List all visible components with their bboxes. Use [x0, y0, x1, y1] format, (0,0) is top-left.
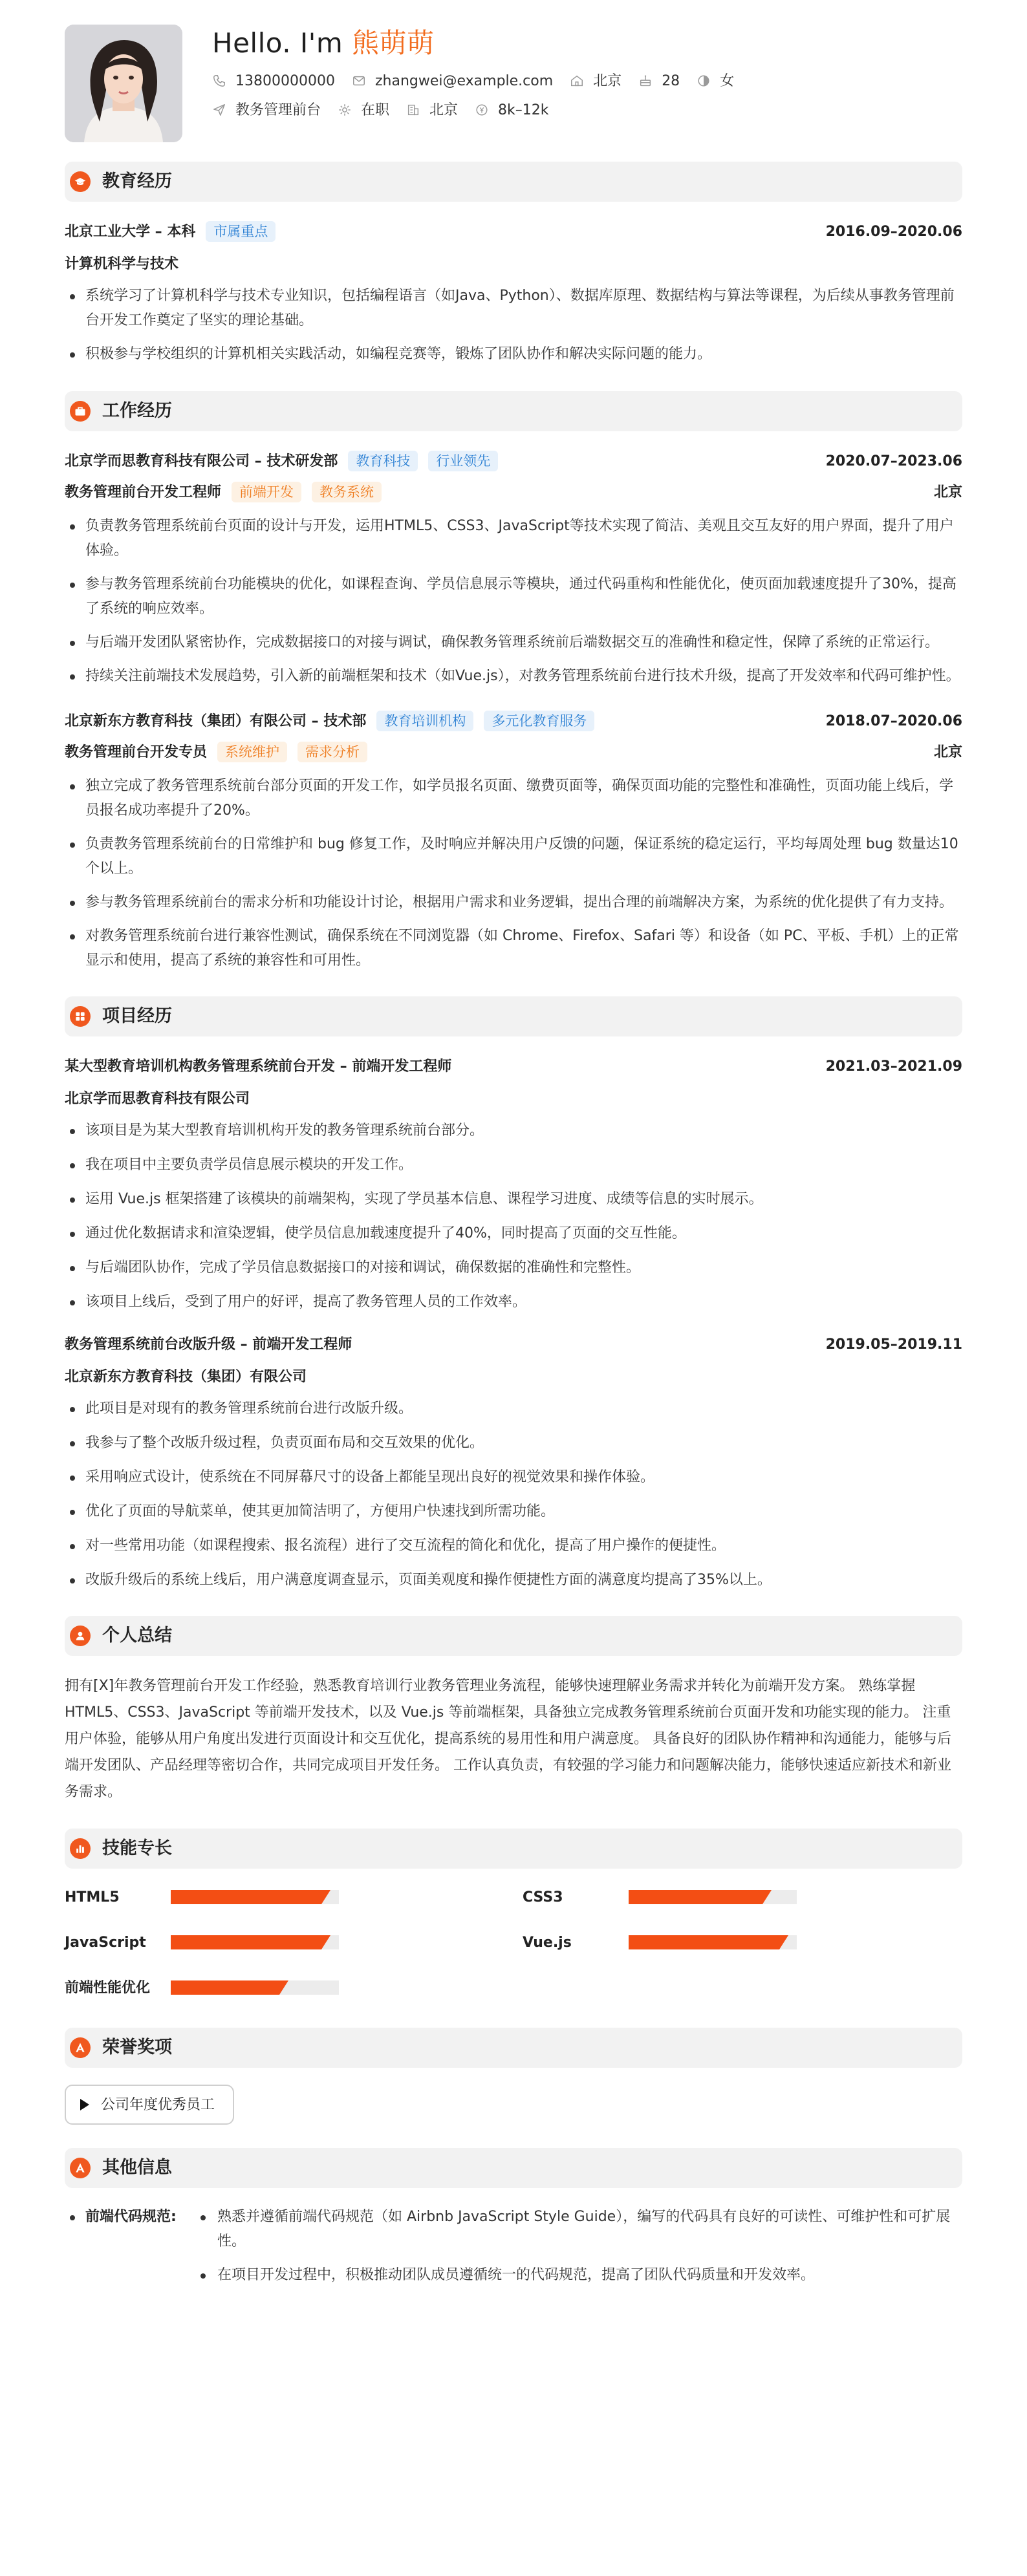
- list-item: 优化了页面的导航菜单，使其更加简洁明了，方便用户快速找到所需功能。: [65, 1499, 962, 1524]
- phone-icon: [212, 74, 226, 88]
- honors-section-title: 荣誉奖项: [102, 2037, 172, 2057]
- list-item: 对一些常用功能（如课程搜索、报名流程）进行了交互流程的简化和优化，提高了用户操作的便捷性。: [65, 1534, 962, 1558]
- skill-bar: [171, 1935, 339, 1949]
- list-item: 负责教务管理系统前台的日常维护和 bug 修复工作，及时响应并解决用户反馈的问题，保证系统的稳定运行，平均每周处理 bug 数量达10个以上。: [65, 832, 962, 881]
- position-name: 教务管理前台开发专员: [65, 744, 208, 760]
- coin-icon: [475, 103, 489, 117]
- info-icon: [70, 2158, 91, 2178]
- skill-name: JavaScript: [65, 1934, 146, 1951]
- list-item: 熟悉并遵循前端代码规范（如 Airbnb JavaScript Style Guide），编写的代码具有良好的可读性、可维护性和可扩展性。: [194, 2205, 962, 2254]
- project-bullets: [65, 1397, 962, 1593]
- list-item: 参与教务管理系统前台功能模块的优化，如课程查询、学员信息展示等模块，通过代码重构和性能优化，使页面加载速度提升了30%，提高了系统的响应效率。: [65, 572, 962, 621]
- work-bullets: [65, 774, 962, 973]
- skill-item: [65, 1931, 523, 1954]
- education-entry-header: [65, 219, 962, 244]
- work-section: [65, 391, 962, 973]
- position-tag: 前端开发: [232, 482, 301, 502]
- school-tag: 市属重点: [206, 221, 276, 242]
- mail-icon: [352, 74, 366, 88]
- education-entry: [65, 219, 962, 367]
- list-item: 与后端开发团队紧密协作，完成数据接口的对接与调试，确保教务管理系统前后端数据交互的准确性和稳定性，保障了系统的正常运行。: [65, 630, 962, 655]
- greeting-text: Hello. I'm: [212, 27, 343, 59]
- project-entry-header: [65, 1053, 962, 1079]
- list-item: 负责教务管理系统前台页面的设计与开发，运用HTML5、CSS3、JavaScript等技术实现了简洁、美观且交互友好的用户界面，提升了用户体验。: [65, 514, 962, 563]
- cake-icon: [638, 74, 653, 88]
- work-entry-header: [65, 448, 962, 474]
- projects-section-title: 项目经历: [102, 1005, 172, 1026]
- project-name: 教务管理系统前台改版升级 – 前端开发工程师: [65, 1336, 352, 1353]
- skill-bar-fill: [629, 1890, 762, 1904]
- skill-bar: [171, 1890, 339, 1904]
- gear-icon: [338, 103, 352, 117]
- skills-section-header: [65, 1829, 962, 1869]
- work-date: 2020.07–2023.06: [825, 453, 962, 469]
- other-info-label: 前端代码规范:: [65, 2205, 194, 2297]
- building-icon: [406, 103, 420, 117]
- skill-bar-fill: [171, 1980, 279, 1995]
- target-position-item: [212, 100, 321, 121]
- target-city-value: 北京: [429, 102, 459, 118]
- school-name: 北京工业大学 – 本科: [65, 223, 196, 240]
- target-position-value: 教务管理前台: [235, 102, 321, 118]
- work-bullets: [65, 514, 962, 689]
- list-item: 持续关注前端技术发展趋势，引入新的前端框架和技术（如Vue.js），对教务管理系统前台进行技术升级，提高了开发效率和代码可维护性。: [65, 664, 962, 689]
- list-item: 系统学习了计算机科学与技术专业知识，包括编程语言（如Java、Python）、数据库原理、数据结构与算法等课程，为后续从事教务管理前台开发工作奠定了坚实的理论基础。: [65, 284, 962, 333]
- list-item: 此项目是对现有的教务管理系统前台进行改版升级。: [65, 1397, 962, 1421]
- position-name: 教务管理前台开发工程师: [65, 484, 222, 500]
- other-section: [65, 2148, 962, 2297]
- list-item: 积极参与学校组织的计算机相关实践活动，如编程竞赛等，锻炼了团队协作和解决实际问题的能力。: [65, 342, 962, 367]
- phone-item: [212, 70, 335, 92]
- list-item: 该项目上线后，受到了用户的好评，提高了教务管理人员的工作效率。: [65, 1290, 962, 1315]
- work-section-title: 工作经历: [102, 400, 172, 421]
- list-item: 我参与了整个改版升级过程，负责页面布局和交互效果的优化。: [65, 1431, 962, 1455]
- skills-section-title: 技能专长: [102, 1838, 172, 1858]
- greeting-heading: [212, 26, 751, 61]
- project-entry: [65, 1053, 962, 1315]
- skills-section: [65, 1829, 962, 1999]
- chart-icon: [70, 1838, 91, 1859]
- candidate-name: 熊萌萌: [352, 27, 435, 59]
- skill-item: [65, 1976, 523, 1999]
- work-entry: [65, 708, 962, 973]
- list-item: 该项目是为某大型教育培训机构开发的教务管理系统前台部分。: [65, 1119, 962, 1143]
- resume-header: [65, 25, 962, 145]
- company-tag: 多元化教育服务: [484, 711, 594, 731]
- other-info-row: [65, 2205, 962, 2297]
- skill-name: 前端性能优化: [65, 1979, 151, 1996]
- honors-section-header: [65, 2028, 962, 2068]
- other-section-title: 其他信息: [102, 2157, 172, 2178]
- honor-badge: [65, 2085, 234, 2125]
- position-tag: 系统维护: [217, 742, 287, 762]
- company-tag: 教育培训机构: [376, 711, 473, 731]
- skill-name: Vue.js: [523, 1934, 572, 1951]
- work-location: 北京: [933, 744, 962, 760]
- summary-section: [65, 1616, 962, 1805]
- grid-icon: [70, 1006, 91, 1027]
- job-intent-row: [212, 100, 751, 121]
- skill-bar-fill: [171, 1935, 321, 1949]
- home-icon: [570, 74, 584, 88]
- list-item: 我在项目中主要负责学员信息展示模块的开发工作。: [65, 1153, 962, 1177]
- city-item: [570, 70, 622, 92]
- skill-item: [523, 1931, 962, 1954]
- send-icon: [212, 103, 226, 117]
- company-name: 北京学而思教育科技有限公司 – 技术研发部: [65, 453, 338, 469]
- work-date: 2018.07–2020.06: [825, 713, 962, 729]
- projects-section: [65, 996, 962, 1593]
- user-icon: [70, 1626, 91, 1646]
- education-section: [65, 162, 962, 367]
- gender-item: [697, 70, 734, 92]
- email-value: zhangwei@example.com: [374, 72, 554, 89]
- company-tag: 教育科技: [348, 451, 418, 471]
- project-date: 2021.03–2021.09: [825, 1058, 962, 1075]
- briefcase-icon: [70, 401, 91, 422]
- work-position-row: [65, 739, 962, 765]
- projects-section-header: [65, 996, 962, 1036]
- work-section-header: [65, 391, 962, 431]
- summary-section-header: [65, 1616, 962, 1656]
- position-tag: 教务系统: [312, 482, 382, 502]
- skill-bar-fill: [171, 1890, 321, 1904]
- graduation-cap-icon: [70, 171, 91, 192]
- status-item: [338, 100, 389, 121]
- header-info: [212, 25, 751, 121]
- honors-section: [65, 2028, 962, 2125]
- list-item: 与后端团队协作，完成了学员信息数据接口的对接和调试，确保数据的准确性和完整性。: [65, 1256, 962, 1280]
- project-company: 北京新东方教育科技（集团）有限公司: [65, 1369, 307, 1385]
- award-icon: [70, 2037, 91, 2058]
- honor-text: 公司年度优秀员工: [101, 2096, 215, 2113]
- project-company: 北京学而思教育科技有限公司: [65, 1091, 250, 1107]
- list-item: 在项目开发过程中，积极推动团队成员遵循统一的代码规范，提高了团队代码质量和开发效率。: [194, 2263, 962, 2288]
- position-tag: 需求分析: [297, 742, 367, 762]
- avatar: [65, 25, 182, 142]
- skill-bar: [629, 1935, 797, 1949]
- salary-value: 8k–12k: [498, 102, 549, 118]
- contact-row: [212, 70, 751, 92]
- education-date: 2016.09–2020.06: [825, 223, 962, 240]
- summary-text: 拥有[X]年教务管理前台开发工作经验，熟悉教育培训行业教务管理业务流程，能够快速理解业务需求并转化为前端开发方案。 熟练掌握 HTML5、CSS3、JavaScript 等前端开发技术，以及 Vue.js 等前端框架，具备独立完成教务管理系统前台页面开发和功能实现的能力。 注重用户体验，能够从用户角度出发进行页面设计和交互优化，提高系统的易用性和用户满意度。 具备良好的团队协作精神和沟通能力，能够与后端开发团队、产品经理等密切合作，共同完成项目开发任务。 工作认真负责，有较强的学习能力和问题解决能力，能够快速适应新技术和新业务需求。: [65, 1678, 951, 1800]
- project-date: 2019.05–2019.11: [825, 1336, 962, 1353]
- skill-bar: [629, 1890, 797, 1904]
- email-item: [352, 70, 553, 92]
- work-location: 北京: [933, 484, 962, 500]
- education-section-title: 教育经历: [102, 171, 172, 191]
- work-position-row: [65, 479, 962, 505]
- work-entry: [65, 448, 962, 689]
- list-item: 通过优化数据请求和渲染逻辑，使学员信息加载速度提升了40%，同时提高了页面的交互性能。: [65, 1221, 962, 1246]
- work-entry-header: [65, 708, 962, 734]
- skill-bar-fill: [629, 1935, 779, 1949]
- salary-item: [475, 100, 548, 121]
- list-item: 独立完成了教务管理系统前台部分页面的开发工作，如学员报名页面、缴费页面等，确保页面功能的完整性和准确性，页面功能上线后，学员报名成功率提升了20%。: [65, 774, 962, 823]
- list-item: 采用响应式设计，使系统在不同屏幕尺寸的设备上都能呈现出良好的视觉效果和操作体验。: [65, 1465, 962, 1490]
- company-name: 北京新东方教育科技（集团）有限公司 – 技术部: [65, 713, 367, 729]
- project-bullets: [65, 1119, 962, 1315]
- education-bullets: [65, 284, 962, 367]
- list-item: 运用 Vue.js 框架搭建了该模块的前端架构，实现了学员基本信息、课程学习进度、成绩等信息的实时展示。: [65, 1187, 962, 1212]
- skill-bar: [171, 1980, 339, 1995]
- other-section-header: [65, 2148, 962, 2188]
- list-item: 对教务管理系统前台进行兼容性测试，确保系统在不同浏览器（如 Chrome、Firefox、Safari 等）和设备（如 PC、平板、手机）上的正常显示和使用，提高了系统的兼容性和可用性。: [65, 924, 962, 973]
- project-entry-header: [65, 1331, 962, 1357]
- gender-icon: [697, 74, 711, 88]
- list-item: 参与教务管理系统前台的需求分析和功能设计讨论，根据用户需求和业务逻辑，提出合理的前端解决方案，为系统的优化提供了有力支持。: [65, 890, 962, 915]
- age-value: 28: [662, 72, 680, 89]
- company-tag: 行业领先: [428, 451, 498, 471]
- education-section-header: [65, 162, 962, 202]
- age-item: [638, 70, 680, 92]
- skill-item: [523, 1885, 962, 1909]
- triangle-icon: [80, 2099, 89, 2110]
- project-entry: [65, 1331, 962, 1593]
- skill-item: [65, 1885, 523, 1909]
- other-info-list: [194, 2205, 962, 2297]
- major-name: 计算机科学与技术: [65, 256, 179, 272]
- skill-name: CSS3: [523, 1889, 563, 1905]
- skill-name: HTML5: [65, 1889, 120, 1905]
- phone-value: 13800000000: [235, 72, 335, 89]
- summary-section-title: 个人总结: [102, 1625, 172, 1646]
- city-value: 北京: [593, 72, 622, 89]
- project-name: 某大型教育培训机构教务管理系统前台开发 – 前端开发工程师: [65, 1058, 452, 1075]
- gender-value: 女: [720, 72, 735, 89]
- skills-grid: [65, 1885, 962, 1999]
- status-value: 在职: [361, 102, 390, 118]
- list-item: 改版升级后的系统上线后，用户满意度调查显示，页面美观度和操作便捷性方面的满意度均提高了35%以上。: [65, 1568, 962, 1593]
- target-city-item: [406, 100, 458, 121]
